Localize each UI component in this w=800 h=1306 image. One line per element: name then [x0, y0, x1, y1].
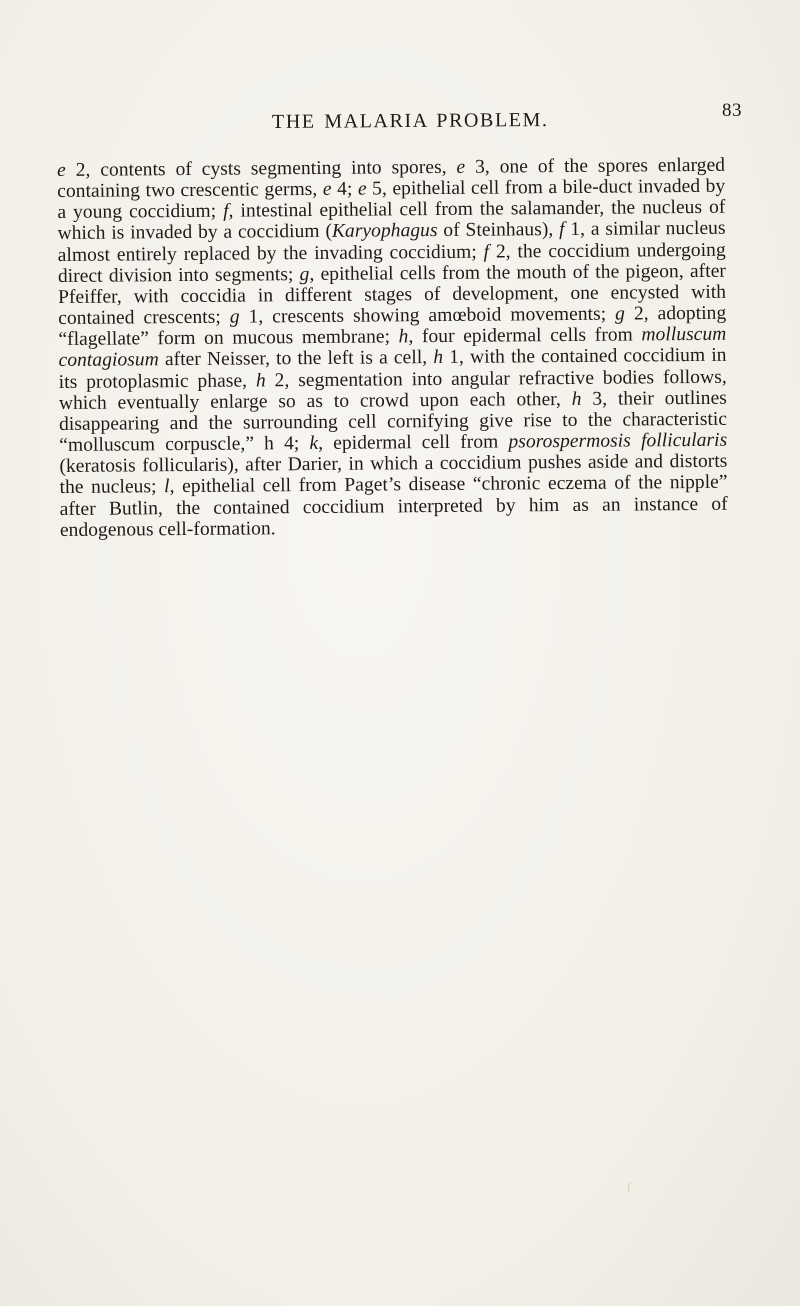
- italic-term: h: [255, 369, 266, 392]
- italic-term: e: [456, 156, 466, 178]
- italic-term: g: [299, 263, 310, 285]
- italic-term: e: [322, 179, 332, 201]
- italic-term: g: [615, 303, 626, 325]
- italic-term: Karyophagus: [331, 220, 438, 243]
- italic-term: k: [309, 432, 319, 455]
- italic-term: molluscum contagiosum: [58, 323, 727, 372]
- italic-term: e: [57, 159, 66, 181]
- paper-speck: ʃ: [627, 1181, 631, 1193]
- running-title: THE MALARIA PROBLEM.: [271, 109, 549, 133]
- running-head: [0, 110, 800, 133]
- italic-term: h: [433, 347, 444, 369]
- italic-term: e: [357, 178, 367, 200]
- italic-term: f: [223, 200, 229, 223]
- italic-term: g: [229, 306, 240, 328]
- caption-paragraph: e 2, contents of cysts segmenting into spores, e 3, one of the spores enlarged containing two crescentic germs, e 4; e 5, epithelial cell from a bile-duct invaded by a young coccidium; f, intestinal epithelial cell from the salamander, the nucleus of which is invaded by a coccidium (Karyophagus of Steinhaus), f 1, a similar nucleus almost entirely replaced by the invading coccidium; f 2, the coccidium undergoing direct division into segments; g, epithelial cells from the mouth of the pigeon, after Pfeiffer, with coccidia in different stages of development, one encysted with contained crescents; g 1, crescents showing amœboid movements; g 2, adopting “flagellate” form on mucous membrane; h, four epidermal cells from molluscum contagiosum after Neisser, to the left is a cell, h 1, with the contained coccidium in its protoplasmic phase, h 2, segmentation into angular refractive bodies follows, which eventually enlarge so as to crowd upon each other, h 3, their outlines disappearing and the surrounding cell cornifying give rise to the characteristic “molluscum corpuscle,” h 4; k, epidermal cell from psorospermosis follicularis (keratosis follicularis), after Darier, in which a coccidium pushes aside and distorts the nucleus; l, epithelial cell from Paget’s disease “chronic eczema of the nipple” after Butlin, the contained coccidium interpreted by him as an instance of endogenous cell-formation.: [57, 154, 728, 541]
- italic-term: f: [558, 219, 565, 241]
- italic-term: h: [398, 326, 409, 348]
- italic-term: f: [483, 241, 490, 263]
- page-number: 83: [722, 100, 742, 121]
- italic-term: psorospermosis: [508, 430, 631, 453]
- figure-caption-text: [57, 155, 728, 541]
- italic-term: follicularis: [640, 429, 728, 452]
- italic-term: l: [164, 476, 170, 498]
- italic-term: h: [571, 388, 582, 410]
